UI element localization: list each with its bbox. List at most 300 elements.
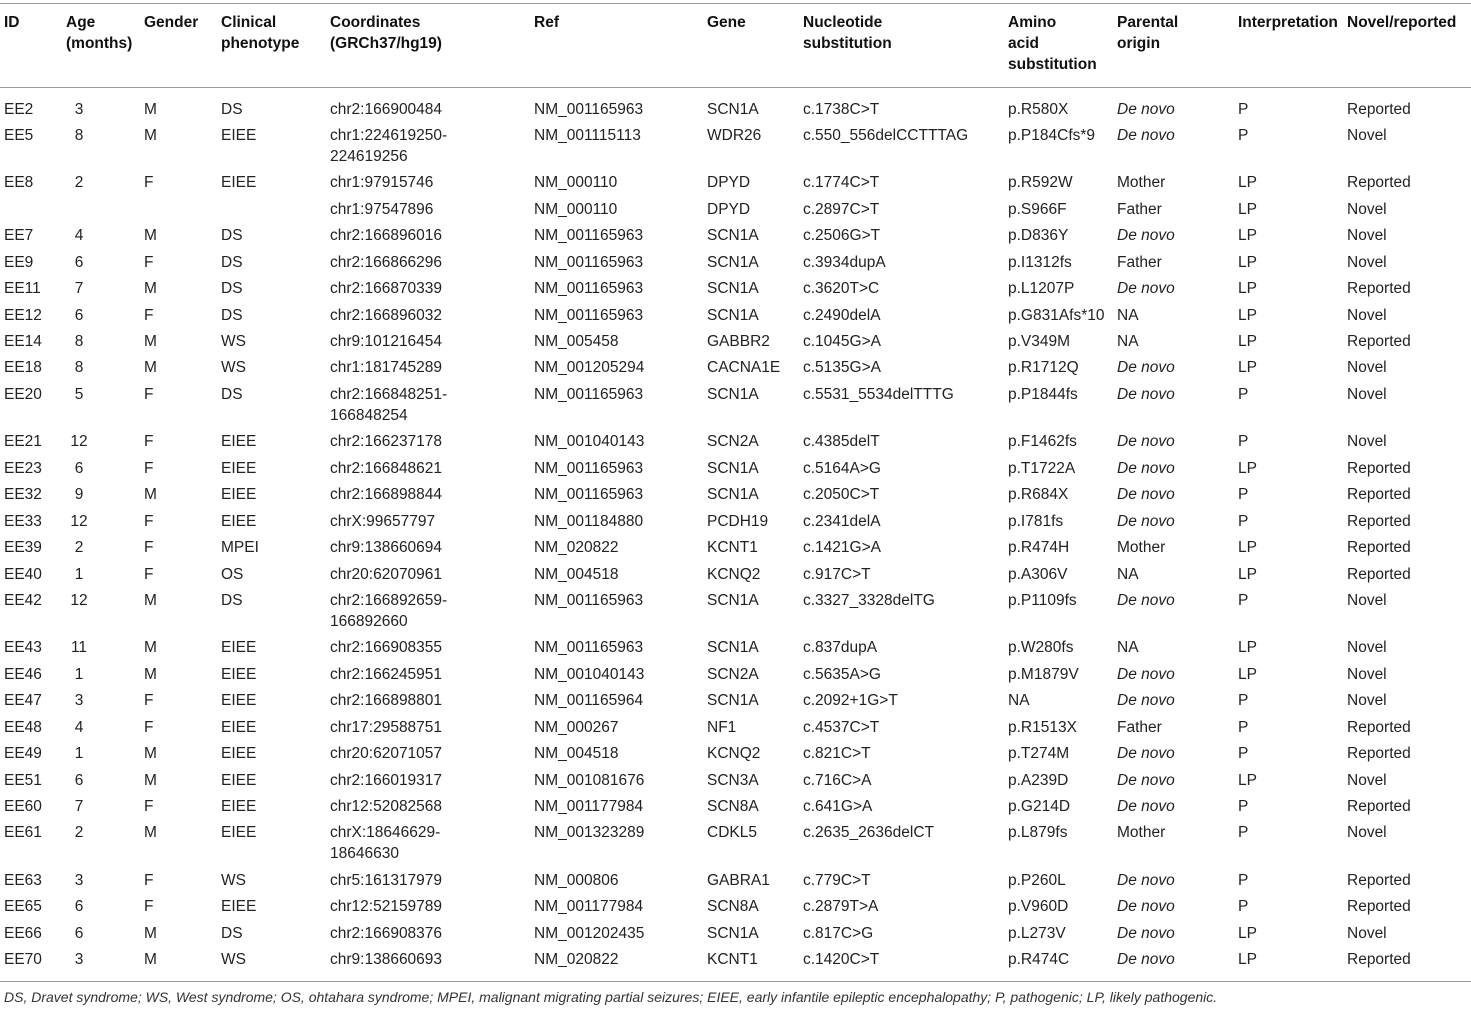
cell-gene: PCDH19 — [707, 512, 769, 530]
header-gene: Gene — [703, 4, 799, 88]
cell-id: EE8 — [4, 174, 34, 192]
cell-nucleotide: c.779C>T — [803, 871, 871, 889]
table-row — [0, 767, 1471, 793]
cell-coordinates: chr12:52159789 — [330, 898, 443, 916]
table-row — [0, 302, 1471, 328]
table-body — [0, 88, 1471, 982]
cell-novel-reported: Reported — [1347, 745, 1411, 763]
cell-id: EE20 — [4, 385, 42, 403]
cell-gene: SCN3A — [707, 771, 759, 789]
cell-amino-acid: p.S966F — [1008, 200, 1067, 218]
cell-id: EE14 — [4, 333, 42, 350]
cell-gender: F — [144, 385, 154, 403]
cell-interpretation: LP — [1238, 924, 1257, 942]
cell-novel-reported: Reported — [1347, 539, 1411, 557]
table-row — [0, 635, 1471, 661]
cell-amino-acid: p.L879fs — [1008, 824, 1068, 842]
cell-nucleotide: c.2092+1G>T — [803, 692, 898, 710]
cell-coordinates: chr2:166019317 — [330, 771, 443, 789]
cell-coordinates: chrX:99657797 — [330, 512, 436, 530]
cell-novel-reported: Novel — [1347, 692, 1387, 710]
cell-amino-acid: p.I781fs — [1008, 512, 1064, 530]
cell-parental-origin: De novo — [1117, 280, 1175, 298]
cell-nucleotide: c.1420C>T — [799, 946, 1004, 981]
cell-coordinates: chr1:97915746 — [330, 174, 434, 192]
table-row — [0, 455, 1471, 481]
cell-novel-reported: Novel — [1347, 665, 1387, 683]
cell-ref: NM_000110 — [534, 200, 618, 218]
cell-gender: F — [144, 565, 154, 583]
cell-coordinates: chr2:166896032 — [330, 306, 443, 324]
cell-gene: SCN2A — [707, 665, 759, 683]
cell-id: EE66 — [4, 924, 42, 942]
cell-gender: M — [144, 227, 157, 245]
cell-interpretation: P — [1238, 512, 1249, 530]
header-interpretation: Interpretation — [1234, 4, 1343, 88]
cell-amino-acid: p.A239D — [1008, 771, 1069, 789]
table-row — [0, 429, 1471, 455]
cell-gender: M — [144, 924, 157, 942]
header-id: ID — [0, 4, 62, 88]
cell-ref: NM_001165964 — [534, 692, 644, 710]
cell-interpretation: LP — [1238, 227, 1257, 245]
header-ref: Ref — [530, 4, 703, 88]
cell-nucleotide: c.2897C>T — [803, 200, 880, 218]
cell-ref: NM_004518 — [534, 565, 619, 583]
cell-age: 8 — [74, 126, 84, 144]
cell-nucleotide: c.4385delT — [803, 433, 880, 451]
cell-gene: SCN1A — [707, 924, 759, 942]
cell-phenotype: EIEE — [221, 798, 257, 815]
header-age: Age (months) — [62, 4, 140, 88]
cell-coordinates: chr2:166908355 — [330, 639, 443, 657]
cell-interpretation: P — [1238, 898, 1249, 916]
cell-id: EE48 — [4, 718, 42, 736]
cell-age: 6 — [74, 253, 84, 271]
table-row — [0, 946, 1471, 981]
cell-ref: NM_001202435 — [534, 924, 645, 942]
cell-parental-origin: De novo — [1117, 798, 1175, 815]
cell-coordinates: chr12:52082568 — [330, 798, 443, 815]
cell-amino-acid: p.F1462fs — [1008, 433, 1077, 451]
cell-parental-origin: Mother — [1117, 539, 1166, 557]
cell-interpretation: P — [1238, 591, 1249, 609]
cell-coordinates: chrX:18646629- 18646630 — [330, 824, 441, 863]
cell-id: EE7 — [4, 227, 34, 245]
cell-gender: M — [144, 591, 157, 609]
cell-phenotype: EIEE — [221, 486, 257, 504]
cell-gene: GABBR2 — [707, 333, 770, 350]
table-row — [0, 740, 1471, 766]
cell-coordinates: chr2:166908376 — [330, 924, 443, 942]
table-row — [0, 88, 1471, 123]
cell-parental-origin: De novo — [1117, 665, 1175, 683]
cell-ref: NM_001115113 — [534, 126, 641, 144]
cell-ref: NM_001165963 — [534, 100, 644, 118]
cell-nucleotide: c.4537C>T — [803, 718, 880, 736]
cell-age: 12 — [70, 433, 88, 451]
cell-ref: NM_001040143 — [534, 665, 645, 683]
cell-amino-acid: p.V349M — [1008, 333, 1071, 350]
cell-gene: DPYD — [707, 174, 751, 192]
cell-phenotype: DS — [221, 280, 243, 298]
cell-id: EE5 — [4, 126, 34, 144]
table-header — [0, 4, 1471, 88]
cell-parental-origin: De novo — [1113, 946, 1234, 981]
cell-gender — [140, 196, 217, 222]
cell-novel-reported: Reported — [1347, 798, 1411, 815]
cell-id: EE51 — [4, 771, 42, 789]
cell-ref: NM_001177984 — [534, 898, 644, 916]
cell-ref: NM_001165963 — [534, 306, 644, 324]
cell-novel-reported: Novel — [1347, 253, 1387, 271]
cell-interpretation: P — [1238, 126, 1249, 144]
cell-coordinates: chr1:224619250- 224619256 — [330, 126, 448, 165]
cell-ref: NM_001165963 — [534, 639, 644, 657]
cell-ref: NM_001205294 — [534, 359, 645, 377]
cell-interpretation: LP — [1238, 565, 1257, 583]
cell-phenotype: EIEE — [221, 745, 257, 763]
cell-coordinates: chr2:166896016 — [330, 227, 443, 245]
cell-novel-reported: Reported — [1347, 898, 1411, 916]
cell-gene: KCNQ2 — [707, 565, 761, 583]
table-row — [0, 587, 1471, 634]
cell-amino-acid: p.L1207P — [1008, 280, 1075, 298]
cell-gender: F — [144, 898, 154, 916]
cell-interpretation: P — [1238, 871, 1249, 889]
cell-id: EE61 — [4, 824, 42, 842]
cell-age: 11 — [70, 639, 88, 657]
cell-amino-acid: NA — [1008, 692, 1030, 710]
cell-amino-acid: p.M1879V — [1008, 665, 1079, 683]
cell-gene: CACNA1E — [707, 359, 781, 377]
cell-phenotype: EIEE — [221, 718, 257, 736]
cell-parental-origin: Father — [1117, 253, 1162, 271]
cell-id: EE49 — [4, 745, 42, 763]
cell-interpretation: P — [1238, 100, 1249, 118]
cell-interpretation: P — [1238, 745, 1249, 763]
cell-ref: NM_001081676 — [534, 771, 645, 789]
cell-age: 6 — [74, 924, 84, 942]
cell-age: 8 — [74, 333, 84, 350]
cell-gender: M — [144, 333, 157, 350]
cell-nucleotide: c.1045G>A — [803, 333, 881, 350]
cell-phenotype: WS — [221, 359, 246, 377]
cell-age: 1 — [74, 565, 84, 583]
cell-gender: M — [144, 100, 157, 118]
table-row — [0, 534, 1471, 560]
cell-id: EE12 — [4, 306, 42, 324]
table-row — [0, 328, 1471, 354]
cell-age: 3 — [62, 946, 140, 981]
cell-nucleotide: c.817C>G — [803, 924, 874, 942]
cell-ref: NM_020822 — [530, 946, 703, 981]
cell-age: 3 — [74, 692, 84, 710]
cell-interpretation: LP — [1238, 359, 1257, 377]
cell-parental-origin: De novo — [1117, 692, 1175, 710]
cell-age — [62, 196, 140, 222]
cell-nucleotide: c.2506G>T — [803, 227, 881, 245]
cell-phenotype: EIEE — [221, 824, 257, 842]
cell-nucleotide: c.2050C>T — [803, 486, 880, 504]
table-row — [0, 920, 1471, 946]
cell-gender: M — [144, 126, 157, 144]
table-footnote: DS, Dravet syndrome; WS, West syndrome; OS, ohtahara syndrome; MPEI, malignant migrating partial seizures; EIEE, early infantile epileptic encephalopathy; P, pathogenic; LP, likely pathogenic. — [4, 989, 1218, 1006]
cell-id: EE2 — [4, 100, 34, 118]
cell-gene: SCN1A — [707, 100, 759, 118]
cell-nucleotide: c.2879T>A — [803, 898, 879, 916]
table-row — [0, 661, 1471, 687]
cell-gene: DPYD — [707, 200, 751, 218]
cell-age: 4 — [74, 718, 84, 736]
cell-gene: GABRA1 — [707, 871, 770, 889]
cell-ref: NM_001177984 — [534, 798, 644, 815]
table-row — [0, 355, 1471, 381]
cell-parental-origin: De novo — [1117, 771, 1175, 789]
cell-id: EE39 — [4, 539, 42, 557]
cell-gender: M — [144, 280, 157, 298]
cell-parental-origin: De novo — [1117, 100, 1175, 118]
cell-age: 3 — [74, 871, 84, 889]
cell-nucleotide: c.2635_2636delCT — [803, 824, 934, 842]
cell-interpretation: LP — [1238, 539, 1257, 557]
cell-coordinates: chr5:161317979 — [330, 871, 443, 889]
table-row — [0, 508, 1471, 534]
header-phenotype: Clinical phenotype — [217, 4, 326, 88]
cell-parental-origin: NA — [1117, 333, 1139, 350]
cell-novel-reported: Reported — [1343, 946, 1471, 981]
cell-parental-origin: De novo — [1117, 433, 1175, 451]
cell-gender: F — [144, 512, 154, 530]
cell-nucleotide: c.5164A>G — [803, 459, 881, 477]
cell-nucleotide: c.3327_3328delTG — [803, 591, 935, 609]
cell-coordinates: chr2:166898801 — [330, 692, 443, 710]
cell-ref: NM_001165963 — [534, 280, 644, 298]
cell-gender: M — [144, 824, 157, 842]
cell-nucleotide: c.5531_5534delTTTG — [803, 385, 954, 403]
cell-gender: M — [144, 639, 157, 657]
cell-ref: NM_001165963 — [534, 459, 644, 477]
cell-ref: NM_001323289 — [534, 824, 645, 842]
cell-phenotype: EIEE — [221, 665, 257, 683]
table-row — [0, 793, 1471, 819]
cell-age: 5 — [74, 385, 84, 403]
header-coordinates: Coordinates (GRCh37/hg19) — [326, 4, 530, 88]
cell-gene: SCN1A — [707, 385, 759, 403]
cell-parental-origin: De novo — [1117, 459, 1175, 477]
cell-age: 4 — [74, 227, 84, 245]
cell-amino-acid: p.P1844fs — [1008, 385, 1078, 403]
cell-phenotype: DS — [221, 306, 243, 324]
cell-gene: KCNQ2 — [707, 745, 761, 763]
cell-coordinates: chr2:166866296 — [330, 253, 443, 271]
cell-coordinates: chr17:29588751 — [330, 718, 443, 736]
cell-coordinates: chr2:166848251- 166848254 — [330, 385, 448, 424]
cell-phenotype: EIEE — [221, 692, 257, 710]
cell-interpretation: P — [1238, 718, 1249, 736]
cell-parental-origin: De novo — [1117, 359, 1175, 377]
cell-ref: NM_001040143 — [534, 433, 645, 451]
cell-gene: SCN1A — [707, 280, 759, 298]
cell-nucleotide: c.550_556delCCTTTAG — [803, 126, 969, 144]
cell-nucleotide: c.821C>T — [803, 745, 871, 763]
table-row — [0, 196, 1471, 222]
cell-nucleotide: c.2490delA — [803, 306, 881, 324]
cell-id — [0, 196, 62, 222]
cell-coordinates: chr9:138660694 — [330, 539, 443, 557]
cell-interpretation: LP — [1238, 639, 1257, 657]
cell-gene: SCN2A — [707, 433, 759, 451]
cell-phenotype — [217, 196, 326, 222]
cell-id: EE70 — [0, 946, 62, 981]
cell-gene: NF1 — [707, 718, 737, 736]
cell-age: 1 — [74, 745, 84, 763]
cell-nucleotide: c.1421G>A — [803, 539, 881, 557]
cell-phenotype: EIEE — [221, 459, 257, 477]
table-row — [0, 867, 1471, 893]
cell-nucleotide: c.3934dupA — [803, 253, 886, 271]
cell-interpretation: LP — [1238, 200, 1257, 218]
table-row — [0, 381, 1471, 428]
cell-gender: M — [144, 771, 157, 789]
cell-gender: F — [144, 174, 154, 192]
cell-id: EE9 — [4, 253, 34, 271]
cell-coordinates: chr2:166870339 — [330, 280, 443, 298]
cell-parental-origin: De novo — [1117, 227, 1175, 245]
cell-phenotype: EIEE — [221, 512, 257, 530]
cell-coordinates: chr20:62070961 — [330, 565, 443, 583]
cell-nucleotide: c.5135G>A — [803, 359, 881, 377]
cell-phenotype: DS — [221, 591, 243, 609]
cell-gene: SCN1A — [707, 591, 759, 609]
cell-parental-origin: De novo — [1117, 898, 1175, 916]
cell-parental-origin: Mother — [1117, 174, 1166, 192]
cell-novel-reported: Reported — [1347, 100, 1411, 118]
header-parental-origin: Parental origin — [1113, 4, 1234, 88]
table-row — [0, 894, 1471, 920]
cell-gender: M — [144, 359, 157, 377]
cell-nucleotide: c.3620T>C — [803, 280, 880, 298]
cell-novel-reported: Reported — [1347, 565, 1411, 583]
cell-novel-reported: Novel — [1347, 771, 1387, 789]
cell-interpretation: P — [1238, 824, 1249, 842]
cell-parental-origin: Mother — [1117, 824, 1166, 842]
cell-amino-acid: p.R1712Q — [1008, 359, 1079, 377]
table-row — [0, 170, 1471, 196]
cell-gender: F — [144, 433, 154, 451]
cell-nucleotide: c.716C>A — [803, 771, 872, 789]
cell-amino-acid: p.R580X — [1008, 100, 1069, 118]
cell-id: EE18 — [4, 359, 42, 377]
cell-age: 12 — [70, 591, 88, 609]
cell-ref: NM_020822 — [534, 539, 619, 557]
table-row — [0, 561, 1471, 587]
cell-novel-reported: Novel — [1347, 924, 1387, 942]
cell-amino-acid: p.P260L — [1008, 871, 1066, 889]
cell-novel-reported: Novel — [1347, 227, 1387, 245]
cell-id: EE47 — [4, 692, 42, 710]
cell-age: 1 — [74, 665, 84, 683]
cell-ref: NM_001165963 — [534, 591, 644, 609]
cell-ref: NM_000110 — [534, 174, 618, 192]
cell-gene: SCN1A — [707, 692, 759, 710]
cell-nucleotide: c.1738C>T — [803, 100, 880, 118]
cell-gender: F — [144, 539, 154, 557]
cell-gender: F — [144, 718, 154, 736]
cell-id: EE23 — [4, 459, 42, 477]
cell-amino-acid: p.T274M — [1008, 745, 1070, 763]
cell-phenotype: EIEE — [221, 771, 257, 789]
cell-id: EE11 — [4, 280, 41, 298]
cell-amino-acid: p.I1312fs — [1008, 253, 1072, 271]
cell-age: 7 — [74, 798, 84, 815]
cell-parental-origin: De novo — [1117, 486, 1175, 504]
cell-parental-origin: De novo — [1117, 126, 1175, 144]
cell-nucleotide: c.1774C>T — [803, 174, 880, 192]
cell-gene: SCN8A — [707, 898, 759, 916]
header-novel-reported: Novel/reported — [1343, 4, 1471, 88]
cell-novel-reported: Reported — [1347, 459, 1411, 477]
cell-gender: F — [144, 798, 154, 815]
cell-ref: NM_001165963 — [534, 385, 644, 403]
table-row — [0, 820, 1471, 867]
cell-phenotype: EIEE — [221, 639, 257, 657]
cell-parental-origin: NA — [1117, 306, 1139, 324]
cell-gender: F — [144, 459, 154, 477]
cell-novel-reported: Reported — [1347, 280, 1411, 298]
cell-coordinates: chr9:138660693 — [326, 946, 530, 981]
cell-amino-acid: p.L273V — [1008, 924, 1066, 942]
cell-gene: WDR26 — [707, 126, 762, 144]
variants-table — [0, 3, 1471, 982]
header-row — [0, 4, 1471, 88]
cell-ref: NM_000267 — [534, 718, 619, 736]
cell-id: EE43 — [4, 639, 42, 657]
cell-age: 6 — [74, 898, 84, 916]
cell-gene: SCN1A — [707, 459, 759, 477]
cell-id: EE32 — [4, 486, 42, 504]
header-amino-acid: Amino acid substitution — [1004, 4, 1113, 88]
cell-interpretation: LP — [1234, 946, 1343, 981]
table-row — [0, 122, 1471, 169]
cell-phenotype: WS — [221, 871, 246, 889]
cell-phenotype: DS — [221, 253, 243, 271]
cell-gender: F — [144, 306, 154, 324]
cell-amino-acid: p.R1513X — [1008, 718, 1077, 736]
cell-coordinates: chr2:166848621 — [330, 459, 443, 477]
cell-interpretation: P — [1238, 486, 1249, 504]
cell-age: 6 — [74, 459, 84, 477]
cell-age: 12 — [70, 512, 88, 530]
cell-ref: NM_004518 — [534, 745, 619, 763]
cell-novel-reported: Novel — [1347, 385, 1387, 403]
cell-gene: SCN1A — [707, 227, 759, 245]
cell-nucleotide: c.2341delA — [803, 512, 881, 530]
cell-age: 2 — [74, 174, 84, 192]
cell-coordinates: chr2:166900484 — [330, 100, 443, 118]
table-row — [0, 223, 1471, 249]
cell-interpretation: LP — [1238, 665, 1257, 683]
cell-parental-origin: De novo — [1117, 745, 1175, 763]
cell-amino-acid: p.D836Y — [1008, 227, 1069, 245]
cell-nucleotide: c.917C>T — [803, 565, 871, 583]
cell-age: 7 — [74, 280, 84, 298]
cell-ref: NM_005458 — [534, 333, 619, 350]
cell-age: 8 — [74, 359, 84, 377]
cell-nucleotide: c.5635A>G — [803, 665, 881, 683]
cell-novel-reported: Novel — [1347, 306, 1387, 324]
cell-amino-acid: p.R474H — [1008, 539, 1070, 557]
